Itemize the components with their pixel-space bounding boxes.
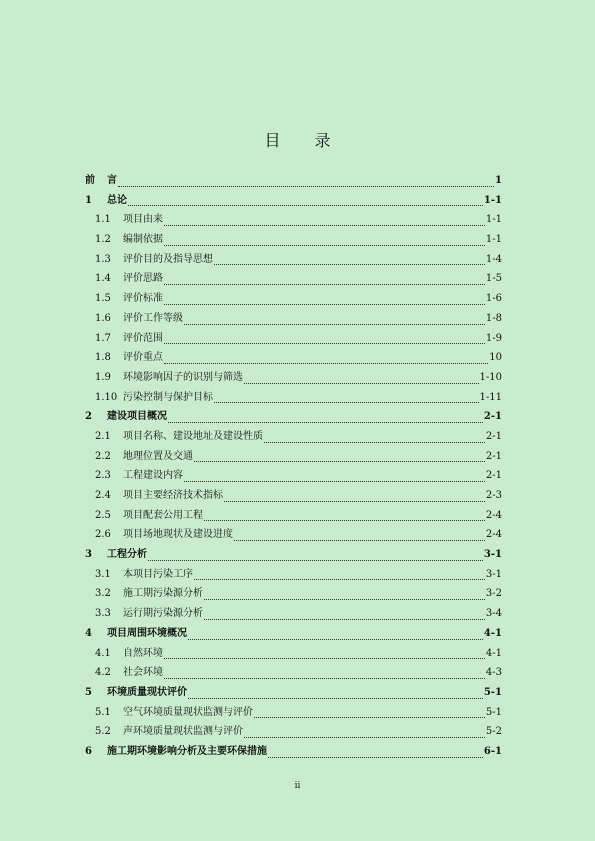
toc-entry[interactable] <box>85 407 502 427</box>
toc-entry[interactable] <box>85 604 502 624</box>
toc-entry[interactable] <box>85 545 502 565</box>
toc-entry[interactable] <box>85 210 502 230</box>
toc-entry-label: 项目主要经济技术指标 <box>123 490 223 501</box>
toc-entry[interactable] <box>85 348 502 368</box>
toc-entry[interactable] <box>85 447 502 467</box>
toc-entry-label: 项目由来 <box>123 214 163 226</box>
dot-leader <box>268 749 483 758</box>
toc-entry-page: 3-1 <box>483 549 502 561</box>
page-number: ii <box>294 781 301 791</box>
toc-entry-label: 评价目的及指导思想 <box>123 253 213 265</box>
dot-leader <box>164 237 485 246</box>
toc-entry-label: 空气环境质量现状监测与评价 <box>123 706 253 718</box>
toc-entry-label: 项目名称、建设地址及建设性质 <box>123 430 263 442</box>
toc-entry-page: 1-8 <box>485 312 502 324</box>
toc-entry-number: 6 <box>85 745 92 757</box>
toc-entry-label: 项目配套公用工程 <box>123 509 203 521</box>
toc-entry-label: 环境影响因子的识别与筛选 <box>123 371 243 383</box>
toc-entry-page: 1-1 <box>483 194 502 206</box>
toc-entry-label: 评价思路 <box>123 273 163 285</box>
toc-entry-page: 2-1 <box>483 411 502 423</box>
dot-leader <box>194 571 485 580</box>
toc-entry-label: 地理位置及交通 <box>123 450 193 462</box>
toc-entry-label: 施工期污染源分析 <box>123 588 203 600</box>
dot-leader <box>264 434 485 443</box>
toc-entry-page: 5-1 <box>483 686 502 698</box>
dot-leader <box>128 197 483 206</box>
toc-entry-label: 污染控制与保护目标 <box>123 391 213 403</box>
toc-entry-number: 1.8 <box>95 352 111 364</box>
toc-entry-number: 1.4 <box>95 273 111 285</box>
dot-leader <box>188 631 483 640</box>
page-title <box>0 128 595 151</box>
dot-leader <box>244 729 485 738</box>
toc-entry-page: 2-3 <box>485 490 502 501</box>
toc-entry[interactable] <box>85 309 502 329</box>
toc-entry[interactable] <box>85 250 502 270</box>
toc-entry-number: 2.2 <box>95 450 111 462</box>
toc-entry[interactable] <box>85 388 502 408</box>
toc-entry-page: 3-4 <box>485 608 502 620</box>
toc-entry[interactable] <box>85 466 502 486</box>
toc-entry[interactable] <box>85 663 502 683</box>
toc-entry-page: 2-4 <box>485 529 502 541</box>
dot-leader <box>204 512 485 521</box>
toc-entry-number: 3 <box>85 549 92 561</box>
toc-entry-page: 1-10 <box>479 371 502 383</box>
toc-entry-number: 1.6 <box>95 312 111 324</box>
toc-entry-page: 4-3 <box>485 667 502 679</box>
toc-entry-number: 1.1 <box>95 214 111 226</box>
dot-leader <box>184 316 485 325</box>
dot-leader <box>188 690 483 699</box>
dot-leader <box>118 178 494 187</box>
toc-entry-page: 3-1 <box>485 568 502 580</box>
toc-entry-number: 4.1 <box>95 647 111 659</box>
toc-entry-label: 言 <box>107 175 117 186</box>
toc-entry-label: 项目场地现状及建设进度 <box>123 529 233 541</box>
toc-entry-number: 2 <box>85 411 92 423</box>
toc-entry-label: 建设项目概况 <box>107 411 167 423</box>
title-char-2: 录 <box>314 131 331 150</box>
toc-entry-label: 编制依据 <box>123 234 163 246</box>
toc-entry-label: 社会环境 <box>123 667 163 679</box>
toc-entry[interactable] <box>85 584 502 604</box>
toc-entry[interactable] <box>85 722 502 742</box>
toc-entry-page: 5-2 <box>485 726 502 738</box>
toc-entry-number: 3.3 <box>95 608 111 620</box>
dot-leader <box>194 453 485 462</box>
toc-entry-page: 5-1 <box>485 706 502 718</box>
dot-leader <box>234 532 485 541</box>
toc-entry-label: 声环境质量现状监测与评价 <box>123 726 243 738</box>
toc-entry-label: 本项目污染工序 <box>123 568 193 580</box>
dot-leader <box>148 552 483 561</box>
toc-entry-number: 2.1 <box>95 430 111 442</box>
toc-entry-number: 2.4 <box>95 490 111 501</box>
toc-entry[interactable] <box>85 683 502 703</box>
toc-entry-number: 5.2 <box>95 726 111 738</box>
toc-entry-number: 2.5 <box>95 509 111 521</box>
toc-entry-number: 1.9 <box>95 371 111 383</box>
toc-entry-page: 1 <box>495 175 502 186</box>
toc-entry-page: 2-4 <box>485 509 502 521</box>
toc-entry-page: 4-1 <box>485 647 502 659</box>
table-of-contents <box>85 171 502 762</box>
toc-entry-label: 环境质量现状评价 <box>107 686 187 698</box>
toc-entry[interactable] <box>85 427 502 447</box>
toc-entry-page: 1-6 <box>485 293 502 305</box>
dot-leader <box>244 375 479 384</box>
toc-entry-page: 1-1 <box>485 214 502 226</box>
toc-entry-number: 4.2 <box>95 667 111 679</box>
toc-entry-page: 10 <box>489 352 502 364</box>
toc-entry[interactable] <box>85 486 502 506</box>
dot-leader <box>164 670 485 679</box>
toc-entry-number: 1.10 <box>95 391 118 403</box>
dot-leader <box>204 611 485 620</box>
toc-entry-number: 1.7 <box>95 332 111 344</box>
toc-entry[interactable] <box>85 230 502 250</box>
toc-entry[interactable] <box>85 368 502 388</box>
toc-entry-label: 项目周围环境概况 <box>107 627 187 639</box>
toc-entry[interactable] <box>85 269 502 289</box>
toc-entry-page: 1-5 <box>485 273 502 285</box>
dot-leader <box>224 493 485 502</box>
title-char-1: 目 <box>264 131 281 150</box>
toc-entry-label: 评价重点 <box>123 352 163 364</box>
toc-entry-number: 1.3 <box>95 253 111 265</box>
toc-entry[interactable] <box>85 624 502 644</box>
toc-entry-page: 3-2 <box>485 588 502 600</box>
toc-entry[interactable] <box>85 644 502 664</box>
toc-entry-label: 运行期污染源分析 <box>123 608 203 620</box>
toc-entry-page: 2-1 <box>485 470 502 482</box>
dot-leader <box>254 709 485 718</box>
toc-entry-label: 评价范围 <box>123 332 163 344</box>
toc-entry-label: 工程建设内容 <box>123 470 183 482</box>
toc-entry-number: 1.5 <box>95 293 111 305</box>
toc-entry-label: 施工期环境影响分析及主要环保措施 <box>107 745 267 757</box>
toc-entry-page: 1-9 <box>485 332 502 344</box>
toc-entry-number: 5 <box>85 686 92 698</box>
dot-leader <box>164 276 485 285</box>
toc-entry-number: 2.3 <box>95 470 111 482</box>
toc-entry-number: 前 <box>85 175 95 186</box>
toc-entry[interactable] <box>85 506 502 526</box>
toc-entry-page: 4-1 <box>483 627 502 639</box>
toc-entry-number: 4 <box>85 627 92 639</box>
toc-entry-number: 2.6 <box>95 529 111 541</box>
toc-entry[interactable] <box>85 565 502 585</box>
toc-entry-page: 1-11 <box>479 391 502 403</box>
toc-entry[interactable] <box>85 525 502 545</box>
toc-entry[interactable] <box>85 329 502 349</box>
toc-entry-label: 工程分析 <box>107 549 147 561</box>
dot-leader <box>164 355 488 364</box>
toc-entry-number: 1.2 <box>95 234 111 246</box>
toc-entry-page: 1-4 <box>485 253 502 265</box>
dot-leader <box>214 394 479 403</box>
dot-leader <box>164 296 485 305</box>
toc-entry[interactable] <box>85 742 502 762</box>
toc-entry[interactable] <box>85 171 502 191</box>
toc-entry-page: 2-1 <box>485 430 502 442</box>
toc-entry-page: 2-1 <box>485 450 502 462</box>
dot-leader <box>168 414 483 423</box>
dot-leader <box>164 650 485 659</box>
toc-entry[interactable] <box>85 289 502 309</box>
toc-entry[interactable] <box>85 703 502 723</box>
dot-leader <box>204 591 485 600</box>
toc-entry-page: 1-1 <box>485 234 502 246</box>
toc-entry-label: 评价标准 <box>123 293 163 305</box>
toc-entry-label: 总论 <box>107 194 127 206</box>
toc-entry-label: 评价工作等级 <box>123 312 183 324</box>
toc-entry-number: 3.2 <box>95 588 111 600</box>
toc-entry-number: 1 <box>85 194 92 206</box>
toc-entry-number: 3.1 <box>95 568 111 580</box>
toc-entry-label: 自然环境 <box>123 647 163 659</box>
dot-leader <box>184 473 485 482</box>
dot-leader <box>164 335 485 344</box>
toc-entry-page: 6-1 <box>483 745 502 757</box>
toc-entry[interactable] <box>85 191 502 211</box>
dot-leader <box>164 217 485 226</box>
toc-entry-number: 5.1 <box>95 706 111 718</box>
dot-leader <box>214 256 485 265</box>
